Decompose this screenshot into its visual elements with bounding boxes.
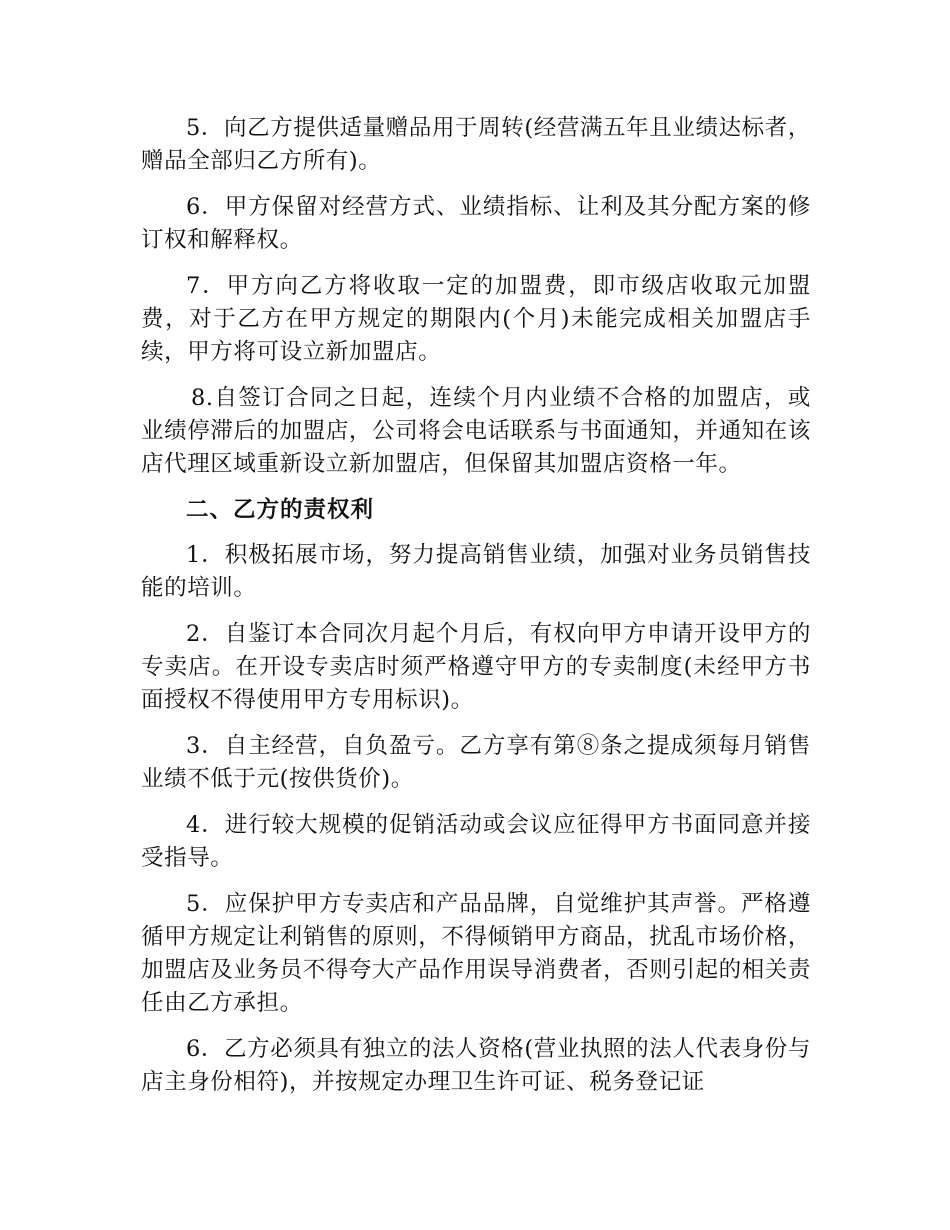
clause-b6: 6．乙方必须具有独立的法人资格(营业执照的法人代表身份与店主身份相符)，并按规定办理卫生许可证、税务登记证 [141, 1036, 811, 1095]
clause-b5: 5．应保护甲方专卖店和产品品牌，自觉维护其声誉。严格遵循甲方规定让利销售的原则，不得倾销甲方商品，扰乱市场价格，加盟店及业务员不得夸大产品作用误导消费者，否则引起的相关责任由乙方承担。 [141, 891, 811, 1016]
clause-a7: 7．甲方向乙方将收取一定的加盟费，即市级店收取元加盟费，对于乙方在甲方规定的期限内(个月)未能完成相关加盟店手续，甲方将可设立新加盟店。 [141, 273, 811, 365]
clause-b2: 2．自鉴订本合同次月起个月后，有权向甲方申请开设甲方的专卖店。在开设专卖店时须严格遵守甲方的专卖制度(未经甲方书面授权不得使用甲方专用标识)。 [141, 621, 811, 713]
clause-b1: 1．积极拓展市场，努力提高销售业绩，加强对业务员销售技能的培训。 [141, 542, 811, 601]
clause-a8: 8.自签订合同之日起，连续个月内业绩不合格的加盟店，或业绩停滞后的加盟店，公司将会电话联系与书面通知，并通知在该店代理区域重新设立新加盟店，但保留其加盟店资格一年。 [141, 385, 811, 477]
clause-a6: 6．甲方保留对经营方式、业绩指标、让利及其分配方案的修订权和解释权。 [141, 194, 811, 253]
clause-b3: 3．自主经营，自负盈亏。乙方享有第⑧条之提成须每月销售业绩不低于元(按供货价)。 [141, 733, 811, 792]
contract-body [141, 112, 811, 1112]
section-heading-party-b: 二、乙方的责权利 [186, 497, 375, 523]
clause-b4: 4．进行较大规模的促销活动或会议应征得甲方书面同意并接受指导。 [141, 812, 811, 871]
clause-a5: 5．向乙方提供适量赠品用于周转(经营满五年且业绩达标者，赠品全部归乙方所有)。 [141, 115, 811, 174]
